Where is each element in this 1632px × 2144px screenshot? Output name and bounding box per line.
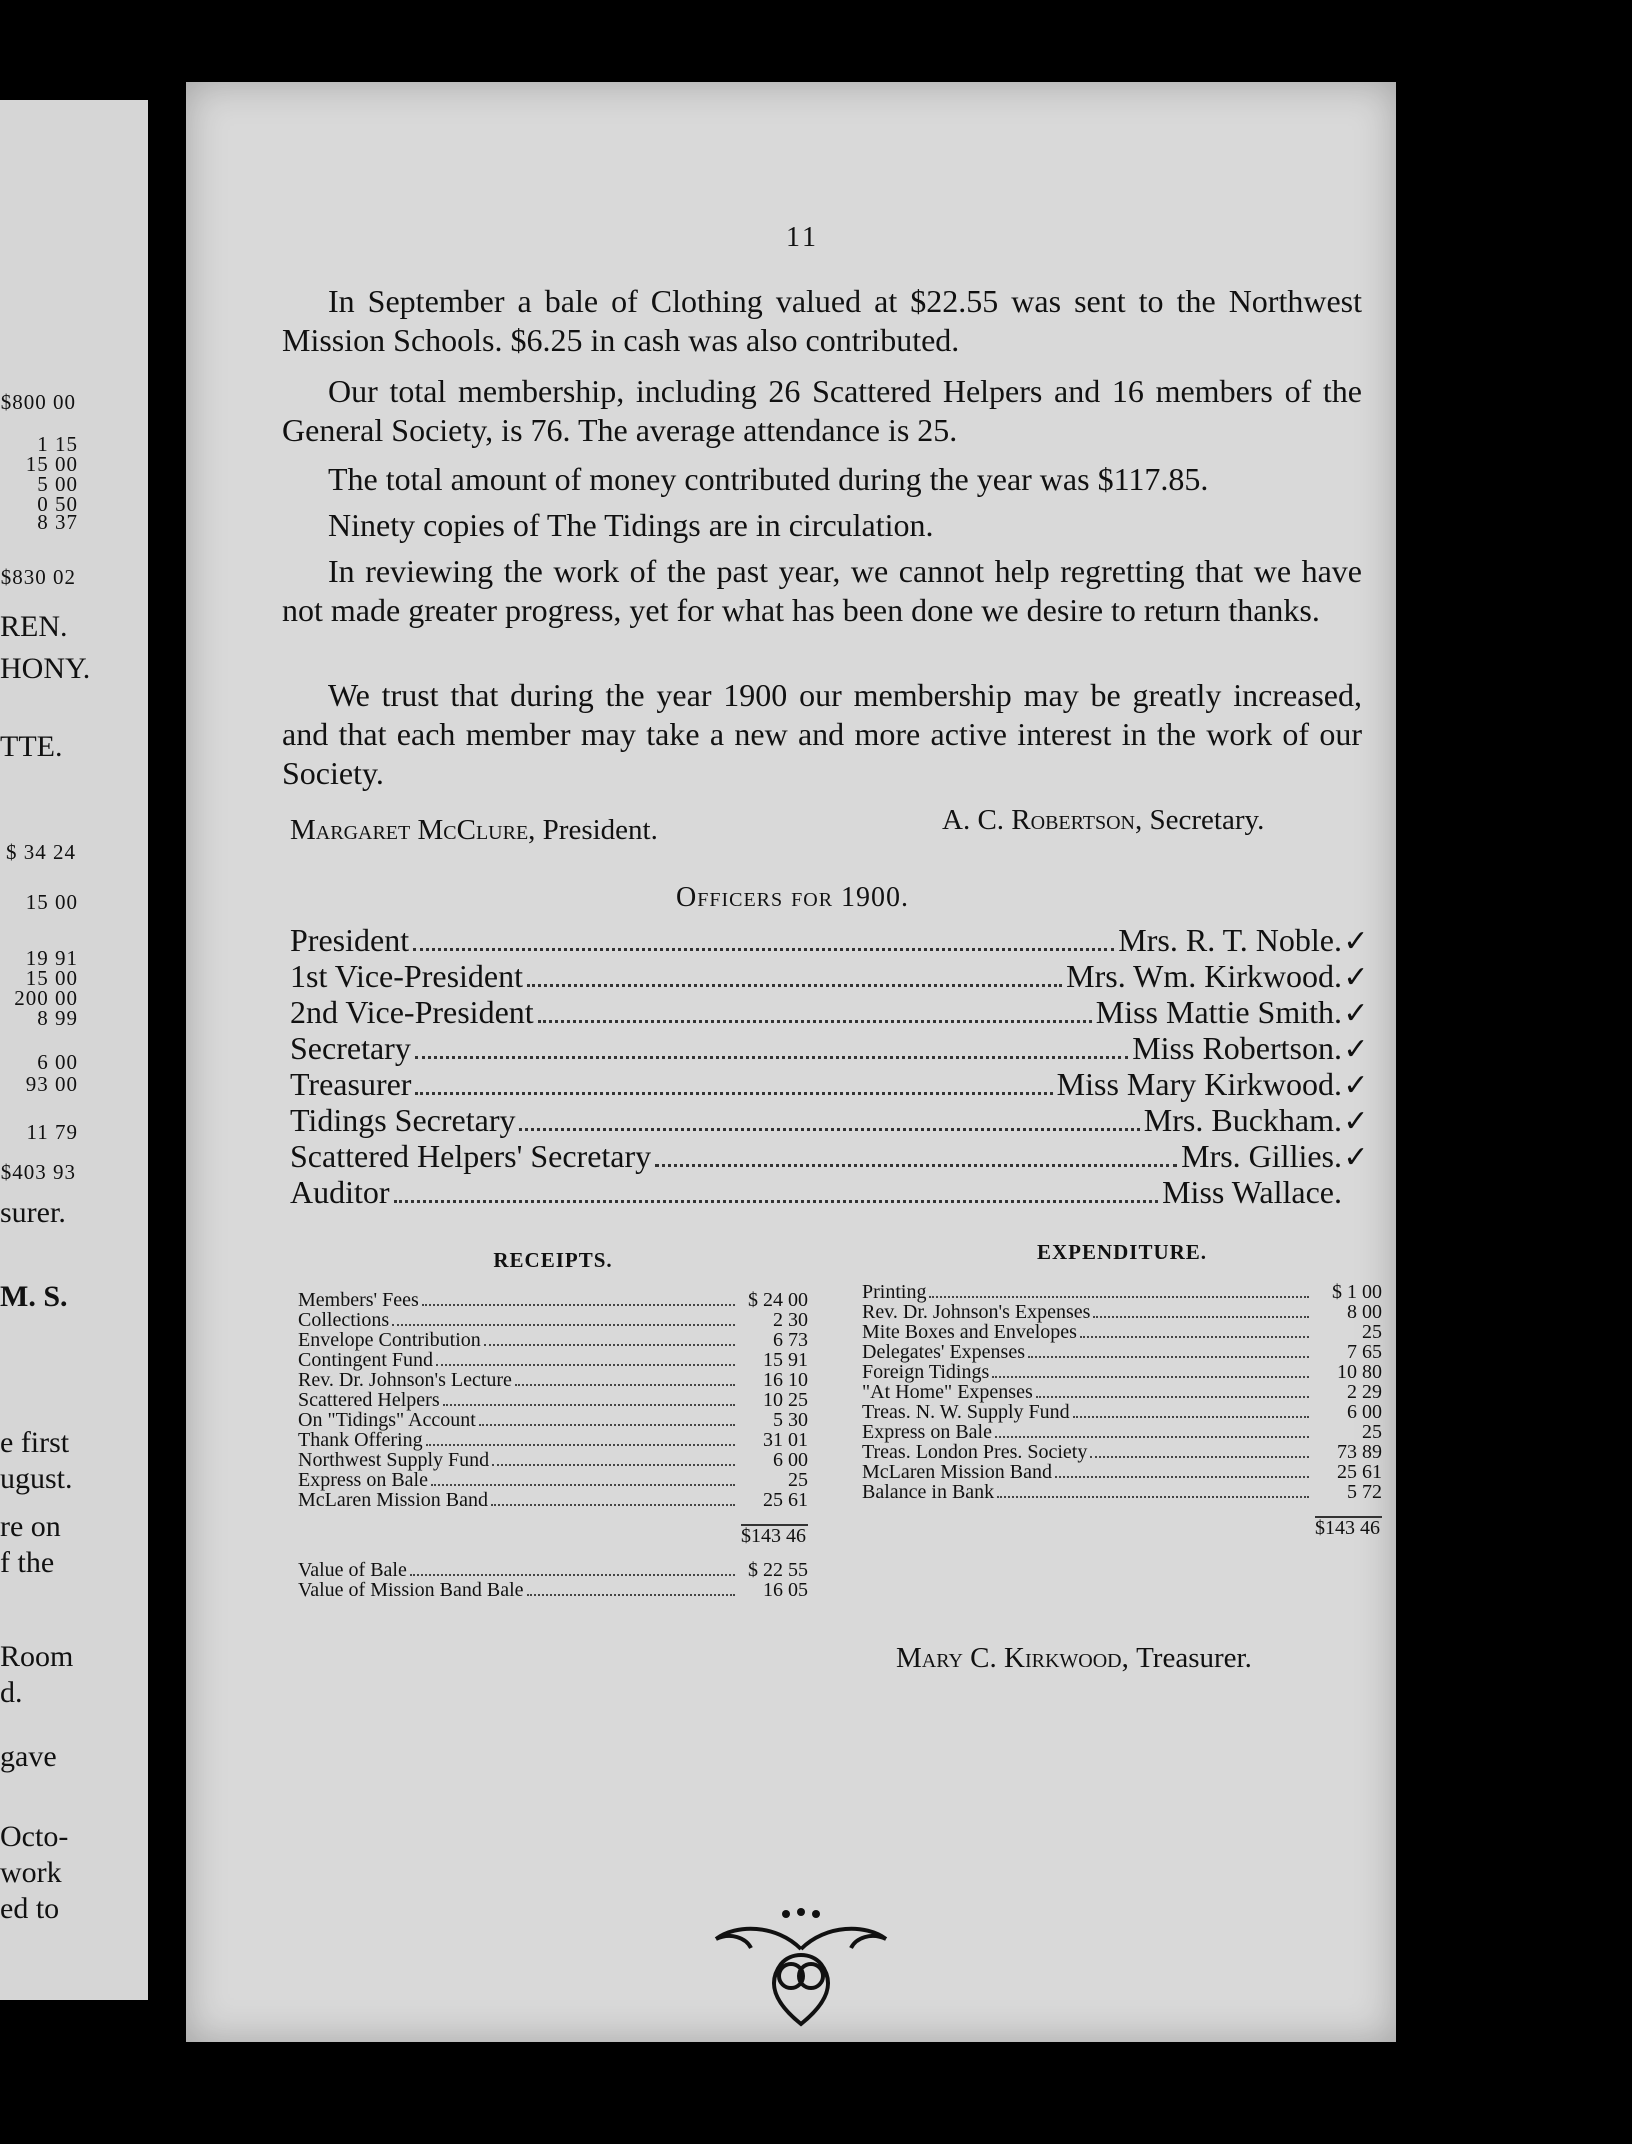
- left-word: REN.: [0, 610, 68, 643]
- receipt-row: [298, 1470, 808, 1490]
- leader-dots: [1073, 1416, 1309, 1418]
- receipts-total: $143 46: [741, 1525, 806, 1547]
- leader-dots: [1080, 1336, 1309, 1338]
- expenditure-amount: 10 80: [1337, 1361, 1382, 1383]
- left-number: $800 00: [0, 390, 76, 414]
- leader-dots: [415, 1092, 1052, 1095]
- receipt-row: [298, 1290, 808, 1310]
- left-word: ugust.: [0, 1462, 73, 1495]
- left-number: $830 02: [0, 565, 76, 589]
- checkmark-icon: ✓: [1343, 961, 1369, 994]
- main-page: [186, 82, 1396, 2042]
- left-number: $ 34 24: [6, 840, 76, 864]
- expenditure-row: [862, 1462, 1382, 1482]
- expenditure-heading: EXPENDITURE.: [1036, 1240, 1208, 1264]
- left-number: $403 93: [0, 1160, 76, 1184]
- expenditure-row: [862, 1322, 1382, 1342]
- receipt-row: [298, 1330, 808, 1350]
- bale-value-amount: $ 22 55: [748, 1559, 808, 1581]
- officer-name: Mrs. Buckham.: [1143, 1102, 1342, 1138]
- bale-value-label: Value of Bale: [298, 1559, 407, 1581]
- officer-row-scattered-helpers-secretary: [290, 1138, 1370, 1174]
- leader-dots: [479, 1424, 735, 1426]
- receipt-row: [298, 1410, 808, 1430]
- officer-role: 1st Vice-President: [290, 958, 523, 994]
- president-signature: [290, 814, 658, 847]
- expenditure-row: [862, 1362, 1382, 1382]
- expenditure-total: $143 46: [1315, 1517, 1380, 1539]
- receipt-amount: 31 01: [763, 1429, 808, 1451]
- expenditure-row: [862, 1402, 1382, 1422]
- expenditure-label: Rev. Dr. Johnson's Expenses: [862, 1301, 1091, 1323]
- expenditure-label: Treas. London Pres. Society: [862, 1441, 1088, 1463]
- receipt-label: Members' Fees: [298, 1289, 419, 1311]
- receipt-row: [298, 1370, 808, 1390]
- receipt-amount: 10 25: [763, 1389, 808, 1411]
- receipt-label: Rev. Dr. Johnson's Lecture: [298, 1369, 512, 1391]
- leader-dots: [929, 1296, 1309, 1298]
- officer-row-tidings-secretary: [290, 1102, 1370, 1138]
- receipt-amount: 16 10: [763, 1369, 808, 1391]
- officer-name: Mrs. Gillies.: [1181, 1138, 1342, 1174]
- paragraph-membership: Our total membership, including 26 Scattered Helpers and 16 members of the General Society, is 76. The average attendance is 25.: [282, 373, 1362, 448]
- officer-row-secretary: [290, 1030, 1370, 1066]
- checkmark-icon: ✓: [1343, 1141, 1369, 1174]
- left-word: HONY.: [0, 652, 91, 685]
- left-number: 0 50: [37, 492, 78, 516]
- leader-dots: [519, 1128, 1139, 1131]
- left-word: surer.: [0, 1196, 66, 1229]
- left-word: Room: [0, 1640, 74, 1673]
- left-word: TTE.: [0, 730, 63, 763]
- receipt-amount: 15 91: [763, 1349, 808, 1371]
- leader-dots: [394, 1200, 1159, 1203]
- left-number: 19 91: [25, 946, 78, 970]
- checkmark-icon: ✓: [1343, 1033, 1369, 1066]
- expenditure-row: [862, 1282, 1382, 1302]
- checkmark-icon: ✓: [1343, 1105, 1369, 1138]
- expenditure-amount: 25: [1362, 1321, 1382, 1343]
- officer-role: Treasurer: [290, 1066, 412, 1102]
- leader-dots: [436, 1364, 735, 1366]
- leader-dots: [426, 1444, 735, 1446]
- receipt-row: [298, 1490, 808, 1510]
- paragraph-tidings: Ninety copies of The Tidings are in circulation.: [328, 507, 934, 543]
- officer-row-2nd-vice-president: [290, 994, 1370, 1030]
- left-number: 6 00: [37, 1050, 78, 1074]
- receipt-amount: 25 61: [763, 1489, 808, 1511]
- leader-dots: [1093, 1316, 1309, 1318]
- officer-row-treasurer: [290, 1066, 1370, 1102]
- left-number: 15 00: [25, 890, 78, 914]
- receipt-row: [298, 1350, 808, 1370]
- left-word: d.: [0, 1676, 23, 1709]
- expenditure-row: [862, 1422, 1382, 1442]
- leader-dots: [997, 1496, 1309, 1498]
- left-word: work: [0, 1856, 62, 1889]
- receipt-label: Northwest Supply Fund: [298, 1449, 490, 1471]
- expenditure-label: Foreign Tidings: [862, 1361, 990, 1383]
- receipt-amount: 25: [788, 1469, 808, 1491]
- leader-dots: [527, 1594, 735, 1596]
- checkmark-icon: ✓: [1343, 1069, 1369, 1102]
- expenditure-label: Express on Bale: [862, 1421, 992, 1443]
- leader-dots: [538, 1020, 1092, 1023]
- leader-dots: [443, 1404, 735, 1406]
- receipt-label: On "Tidings" Account: [298, 1409, 476, 1431]
- left-word: M. S.: [0, 1280, 68, 1313]
- left-word: gave: [0, 1740, 57, 1773]
- expenditure-label: "At Home" Expenses: [862, 1381, 1033, 1403]
- expenditure-label: Treas. N. W. Supply Fund: [862, 1401, 1070, 1423]
- receipt-label: Collections: [298, 1309, 390, 1331]
- left-word: f the: [0, 1546, 55, 1579]
- expenditure-label: Printing: [862, 1281, 927, 1303]
- leader-dots: [655, 1164, 1177, 1167]
- left-number: 8 99: [37, 1006, 78, 1030]
- book-spine: [148, 95, 188, 2025]
- leader-dots: [492, 1464, 735, 1466]
- secretary-signature: [942, 804, 1264, 837]
- officer-role: Auditor: [290, 1174, 390, 1210]
- receipt-row: [298, 1450, 808, 1470]
- expenditure-row: [862, 1342, 1382, 1362]
- officer-row-auditor: [290, 1174, 1370, 1210]
- page-number: 11: [786, 222, 819, 253]
- expenditure-amount: 6 00: [1347, 1401, 1382, 1423]
- leader-dots: [431, 1484, 735, 1486]
- treasurer-signature: [896, 1642, 1252, 1675]
- expenditure-amount: 25 61: [1337, 1461, 1382, 1483]
- leader-dots: [1036, 1396, 1309, 1398]
- officer-role: 2nd Vice-President: [290, 994, 534, 1030]
- receipt-amount: $ 24 00: [748, 1289, 808, 1311]
- left-page-fragment: [0, 100, 148, 2000]
- left-number: 200 00: [14, 986, 78, 1010]
- president-title: President.: [542, 814, 658, 846]
- expenditure-amount: 25: [1362, 1421, 1382, 1443]
- checkmark-icon: ✓: [1343, 997, 1369, 1030]
- leader-dots: [515, 1384, 735, 1386]
- leader-dots: [422, 1304, 735, 1306]
- receipt-amount: 6 00: [773, 1449, 808, 1471]
- receipts-table: [298, 1250, 808, 1600]
- leader-dots: [1055, 1476, 1309, 1478]
- expenditure-label: Balance in Bank: [862, 1481, 995, 1503]
- paragraph-bale: In September a bale of Clothing valued at $22.55 was sent to the Northwest Mission Schools. $6.25 in cash was also contributed.: [282, 283, 1362, 358]
- leader-dots: [995, 1436, 1309, 1438]
- left-number: 93 00: [25, 1072, 78, 1096]
- expenditure-amount: 73 89: [1337, 1441, 1382, 1463]
- bale-value-label: Value of Mission Band Bale: [298, 1579, 524, 1601]
- decorative-ornament-icon: [706, 1904, 896, 2034]
- expenditure-row: [862, 1482, 1382, 1502]
- receipt-amount: 2 30: [773, 1309, 808, 1331]
- receipt-amount: 5 30: [773, 1409, 808, 1431]
- leader-dots: [392, 1324, 735, 1326]
- president-name: Margaret McClure,: [290, 814, 536, 846]
- left-number: 8 37: [37, 510, 78, 534]
- leader-dots: [491, 1504, 735, 1506]
- officers-heading: Officers for 1900.: [676, 882, 910, 913]
- expenditure-amount: 7 65: [1347, 1341, 1382, 1363]
- bale-value-amount: 16 05: [763, 1579, 808, 1601]
- left-word: e first: [0, 1426, 70, 1459]
- officer-name: Miss Mary Kirkwood.: [1056, 1066, 1342, 1102]
- secretary-title: Secretary.: [1149, 804, 1265, 836]
- leader-dots: [415, 1056, 1128, 1059]
- left-word: ed to: [0, 1892, 60, 1925]
- expenditure-amount: 8 00: [1347, 1301, 1382, 1323]
- left-number: 11 79: [26, 1120, 78, 1144]
- expenditure-row: [862, 1302, 1382, 1322]
- expenditure-amount: 5 72: [1347, 1481, 1382, 1503]
- receipt-row: [298, 1430, 808, 1450]
- expenditure-amount: $ 1 00: [1332, 1281, 1382, 1303]
- officer-name: Miss Wallace.: [1162, 1174, 1342, 1210]
- officer-name: Miss Robertson.: [1132, 1030, 1342, 1066]
- officer-name: Mrs. R. T. Noble.: [1118, 922, 1342, 958]
- receipt-label: Scattered Helpers: [298, 1389, 440, 1411]
- receipt-row: [298, 1310, 808, 1330]
- leader-dots: [1090, 1456, 1309, 1458]
- receipt-label: Contingent Fund: [298, 1349, 434, 1371]
- officer-row-1st-vice-president: [290, 958, 1370, 994]
- receipt-amount: 6 73: [773, 1329, 808, 1351]
- expenditure-row: [862, 1442, 1382, 1462]
- receipt-label: McLaren Mission Band: [298, 1489, 488, 1511]
- expenditure-label: Mite Boxes and Envelopes: [862, 1321, 1077, 1343]
- officer-name: Mrs. Wm. Kirkwood.: [1066, 958, 1342, 994]
- officers-list: [290, 922, 1370, 1210]
- expenditure-amount: 2 29: [1347, 1381, 1382, 1403]
- receipt-label: Express on Bale: [298, 1469, 428, 1491]
- left-word: Octo-: [0, 1820, 69, 1853]
- leader-dots: [527, 984, 1062, 987]
- left-number: 5 00: [37, 472, 78, 496]
- expenditure-row: [862, 1382, 1382, 1402]
- left-number: 15 00: [25, 966, 78, 990]
- leader-dots: [484, 1344, 735, 1346]
- left-number: 1 15: [37, 432, 78, 456]
- receipt-label: Thank Offering: [298, 1429, 423, 1451]
- officer-name: Miss Mattie Smith.: [1095, 994, 1342, 1030]
- leader-dots: [1028, 1356, 1309, 1358]
- left-number: 15 00: [25, 452, 78, 476]
- bale-value-row: [298, 1580, 808, 1600]
- leader-dots: [992, 1376, 1309, 1378]
- leader-dots: [413, 948, 1114, 951]
- officer-role: President: [290, 922, 410, 958]
- treasurer-title: Treasurer.: [1136, 1642, 1252, 1674]
- officer-role: Secretary: [290, 1030, 411, 1066]
- officer-row-president: [290, 922, 1370, 958]
- paragraph-total-money: The total amount of money contributed during the year was $117.85.: [328, 461, 1209, 497]
- receipts-heading: RECEIPTS.: [493, 1248, 613, 1272]
- paragraph-trust: We trust that during the year 1900 our membership may be greatly increased, and that each member may take a new and more active interest in the work of our Society.: [282, 677, 1362, 791]
- bale-value-row: [298, 1560, 808, 1580]
- officer-role: Tidings Secretary: [290, 1102, 516, 1138]
- receipt-label: Envelope Contribution: [298, 1329, 481, 1351]
- receipt-row: [298, 1390, 808, 1410]
- expenditure-label: McLaren Mission Band: [862, 1461, 1052, 1483]
- left-word: re on: [0, 1510, 61, 1543]
- expenditure-table: [862, 1242, 1382, 1538]
- officer-role: Scattered Helpers' Secretary: [290, 1138, 652, 1174]
- paragraph-reviewing: In reviewing the work of the past year, we cannot help regretting that we have not made greater progress, yet for what has been done we desire to return thanks.: [282, 553, 1362, 628]
- treasurer-name: Mary C. Kirkwood,: [896, 1642, 1129, 1674]
- secretary-name: A. C. Robertson,: [942, 804, 1143, 836]
- checkmark-icon: ✓: [1343, 925, 1369, 958]
- expenditure-label: Delegates' Expenses: [862, 1341, 1025, 1363]
- leader-dots: [410, 1574, 735, 1576]
